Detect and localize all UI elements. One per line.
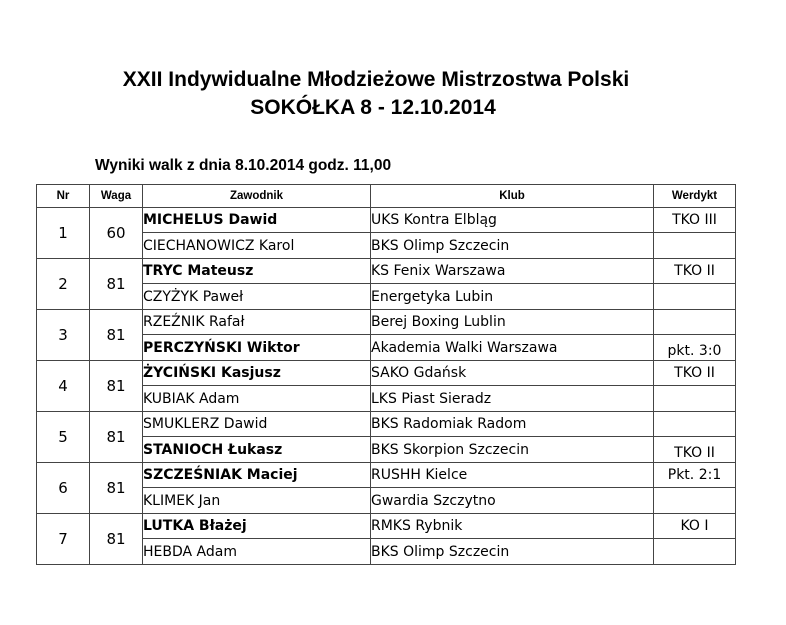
results-subtitle: Wyniki walk z dnia 8.10.2014 godz. 11,00 bbox=[95, 157, 392, 174]
header-werdykt: Werdykt bbox=[654, 185, 736, 208]
fighter-name: ŻYCIŃSKI Kasjusz bbox=[143, 361, 371, 386]
bout-number: 3 bbox=[37, 310, 90, 361]
weight-class: 81 bbox=[90, 412, 143, 463]
fighter-club: Gwardia Szczytno bbox=[371, 488, 654, 514]
fighter-club: Akademia Walki Warszawa bbox=[371, 335, 654, 361]
verdict: TKO II bbox=[654, 361, 736, 386]
fighter-club: Berej Boxing Lublin bbox=[371, 310, 654, 335]
bout-number: 4 bbox=[37, 361, 90, 412]
fighter-club: KS Fenix Warszawa bbox=[371, 259, 654, 284]
verdict bbox=[654, 386, 736, 412]
table-row bbox=[37, 361, 736, 386]
table-row bbox=[37, 463, 736, 488]
fighter-name: KUBIAK Adam bbox=[143, 386, 371, 412]
header-waga: Waga bbox=[90, 185, 143, 208]
verdict bbox=[654, 488, 736, 514]
table-row bbox=[37, 208, 736, 233]
table-row bbox=[37, 514, 736, 539]
fighter-name: RZEŹNIK Rafał bbox=[143, 310, 371, 335]
fighter-name: TRYC Mateusz bbox=[143, 259, 371, 284]
fighter-name: CIECHANOWICZ Karol bbox=[143, 233, 371, 259]
results-body bbox=[37, 208, 736, 565]
fighter-name: STANIOCH Łukasz bbox=[143, 437, 371, 463]
fighter-club: BKS Olimp Szczecin bbox=[371, 539, 654, 565]
verdict: TKO III bbox=[654, 208, 736, 233]
verdict bbox=[654, 284, 736, 310]
bout-number: 7 bbox=[37, 514, 90, 565]
fighter-club: UKS Kontra Elbląg bbox=[371, 208, 654, 233]
verdict bbox=[654, 233, 736, 259]
fighter-club: Energetyka Lubin bbox=[371, 284, 654, 310]
fighter-club: BKS Radomiak Radom bbox=[371, 412, 654, 437]
verdict: TKO II bbox=[654, 437, 736, 463]
title-line-1: XXII Indywidualne Młodzieżowe Mistrzostwa Polski bbox=[122, 68, 630, 91]
bout-number: 6 bbox=[37, 463, 90, 514]
table-row bbox=[37, 259, 736, 284]
verdict: Pkt. 2:1 bbox=[654, 463, 736, 488]
header-zawodnik: Zawodnik bbox=[143, 185, 371, 208]
fighter-name: HEBDA Adam bbox=[143, 539, 371, 565]
weight-class: 81 bbox=[90, 463, 143, 514]
verdict: KO I bbox=[654, 514, 736, 539]
results-table bbox=[36, 184, 736, 565]
fighter-name: PERCZYŃSKI Wiktor bbox=[143, 335, 371, 361]
bout-number: 5 bbox=[37, 412, 90, 463]
verdict bbox=[654, 310, 736, 335]
fighter-name: MICHELUS Dawid bbox=[143, 208, 371, 233]
weight-class: 81 bbox=[90, 361, 143, 412]
fighter-club: BKS Olimp Szczecin bbox=[371, 233, 654, 259]
verdict bbox=[654, 412, 736, 437]
verdict: pkt. 3:0 bbox=[654, 335, 736, 361]
fighter-name: LUTKA Błażej bbox=[143, 514, 371, 539]
fighter-club: LKS Piast Sieradz bbox=[371, 386, 654, 412]
bout-number: 2 bbox=[37, 259, 90, 310]
table-row bbox=[37, 310, 736, 335]
weight-class: 81 bbox=[90, 259, 143, 310]
weight-class: 81 bbox=[90, 310, 143, 361]
weight-class: 60 bbox=[90, 208, 143, 259]
title-line-2: SOKÓŁKA 8 - 12.10.2014 bbox=[250, 96, 496, 119]
verdict: TKO II bbox=[654, 259, 736, 284]
verdict bbox=[654, 539, 736, 565]
weight-class: 81 bbox=[90, 514, 143, 565]
fighter-club: RMKS Rybnik bbox=[371, 514, 654, 539]
fighter-name: SMUKLERZ Dawid bbox=[143, 412, 371, 437]
fighter-name: CZYŻYK Paweł bbox=[143, 284, 371, 310]
bout-number: 1 bbox=[37, 208, 90, 259]
header-nr: Nr bbox=[37, 185, 90, 208]
fighter-club: RUSHH Kielce bbox=[371, 463, 654, 488]
header-klub: Klub bbox=[371, 185, 654, 208]
table-row bbox=[37, 412, 736, 437]
fighter-club: SAKO Gdańsk bbox=[371, 361, 654, 386]
fighter-club: BKS Skorpion Szczecin bbox=[371, 437, 654, 463]
fighter-name: KLIMEK Jan bbox=[143, 488, 371, 514]
header-row bbox=[37, 185, 736, 208]
fighter-name: SZCZEŚNIAK Maciej bbox=[143, 463, 371, 488]
